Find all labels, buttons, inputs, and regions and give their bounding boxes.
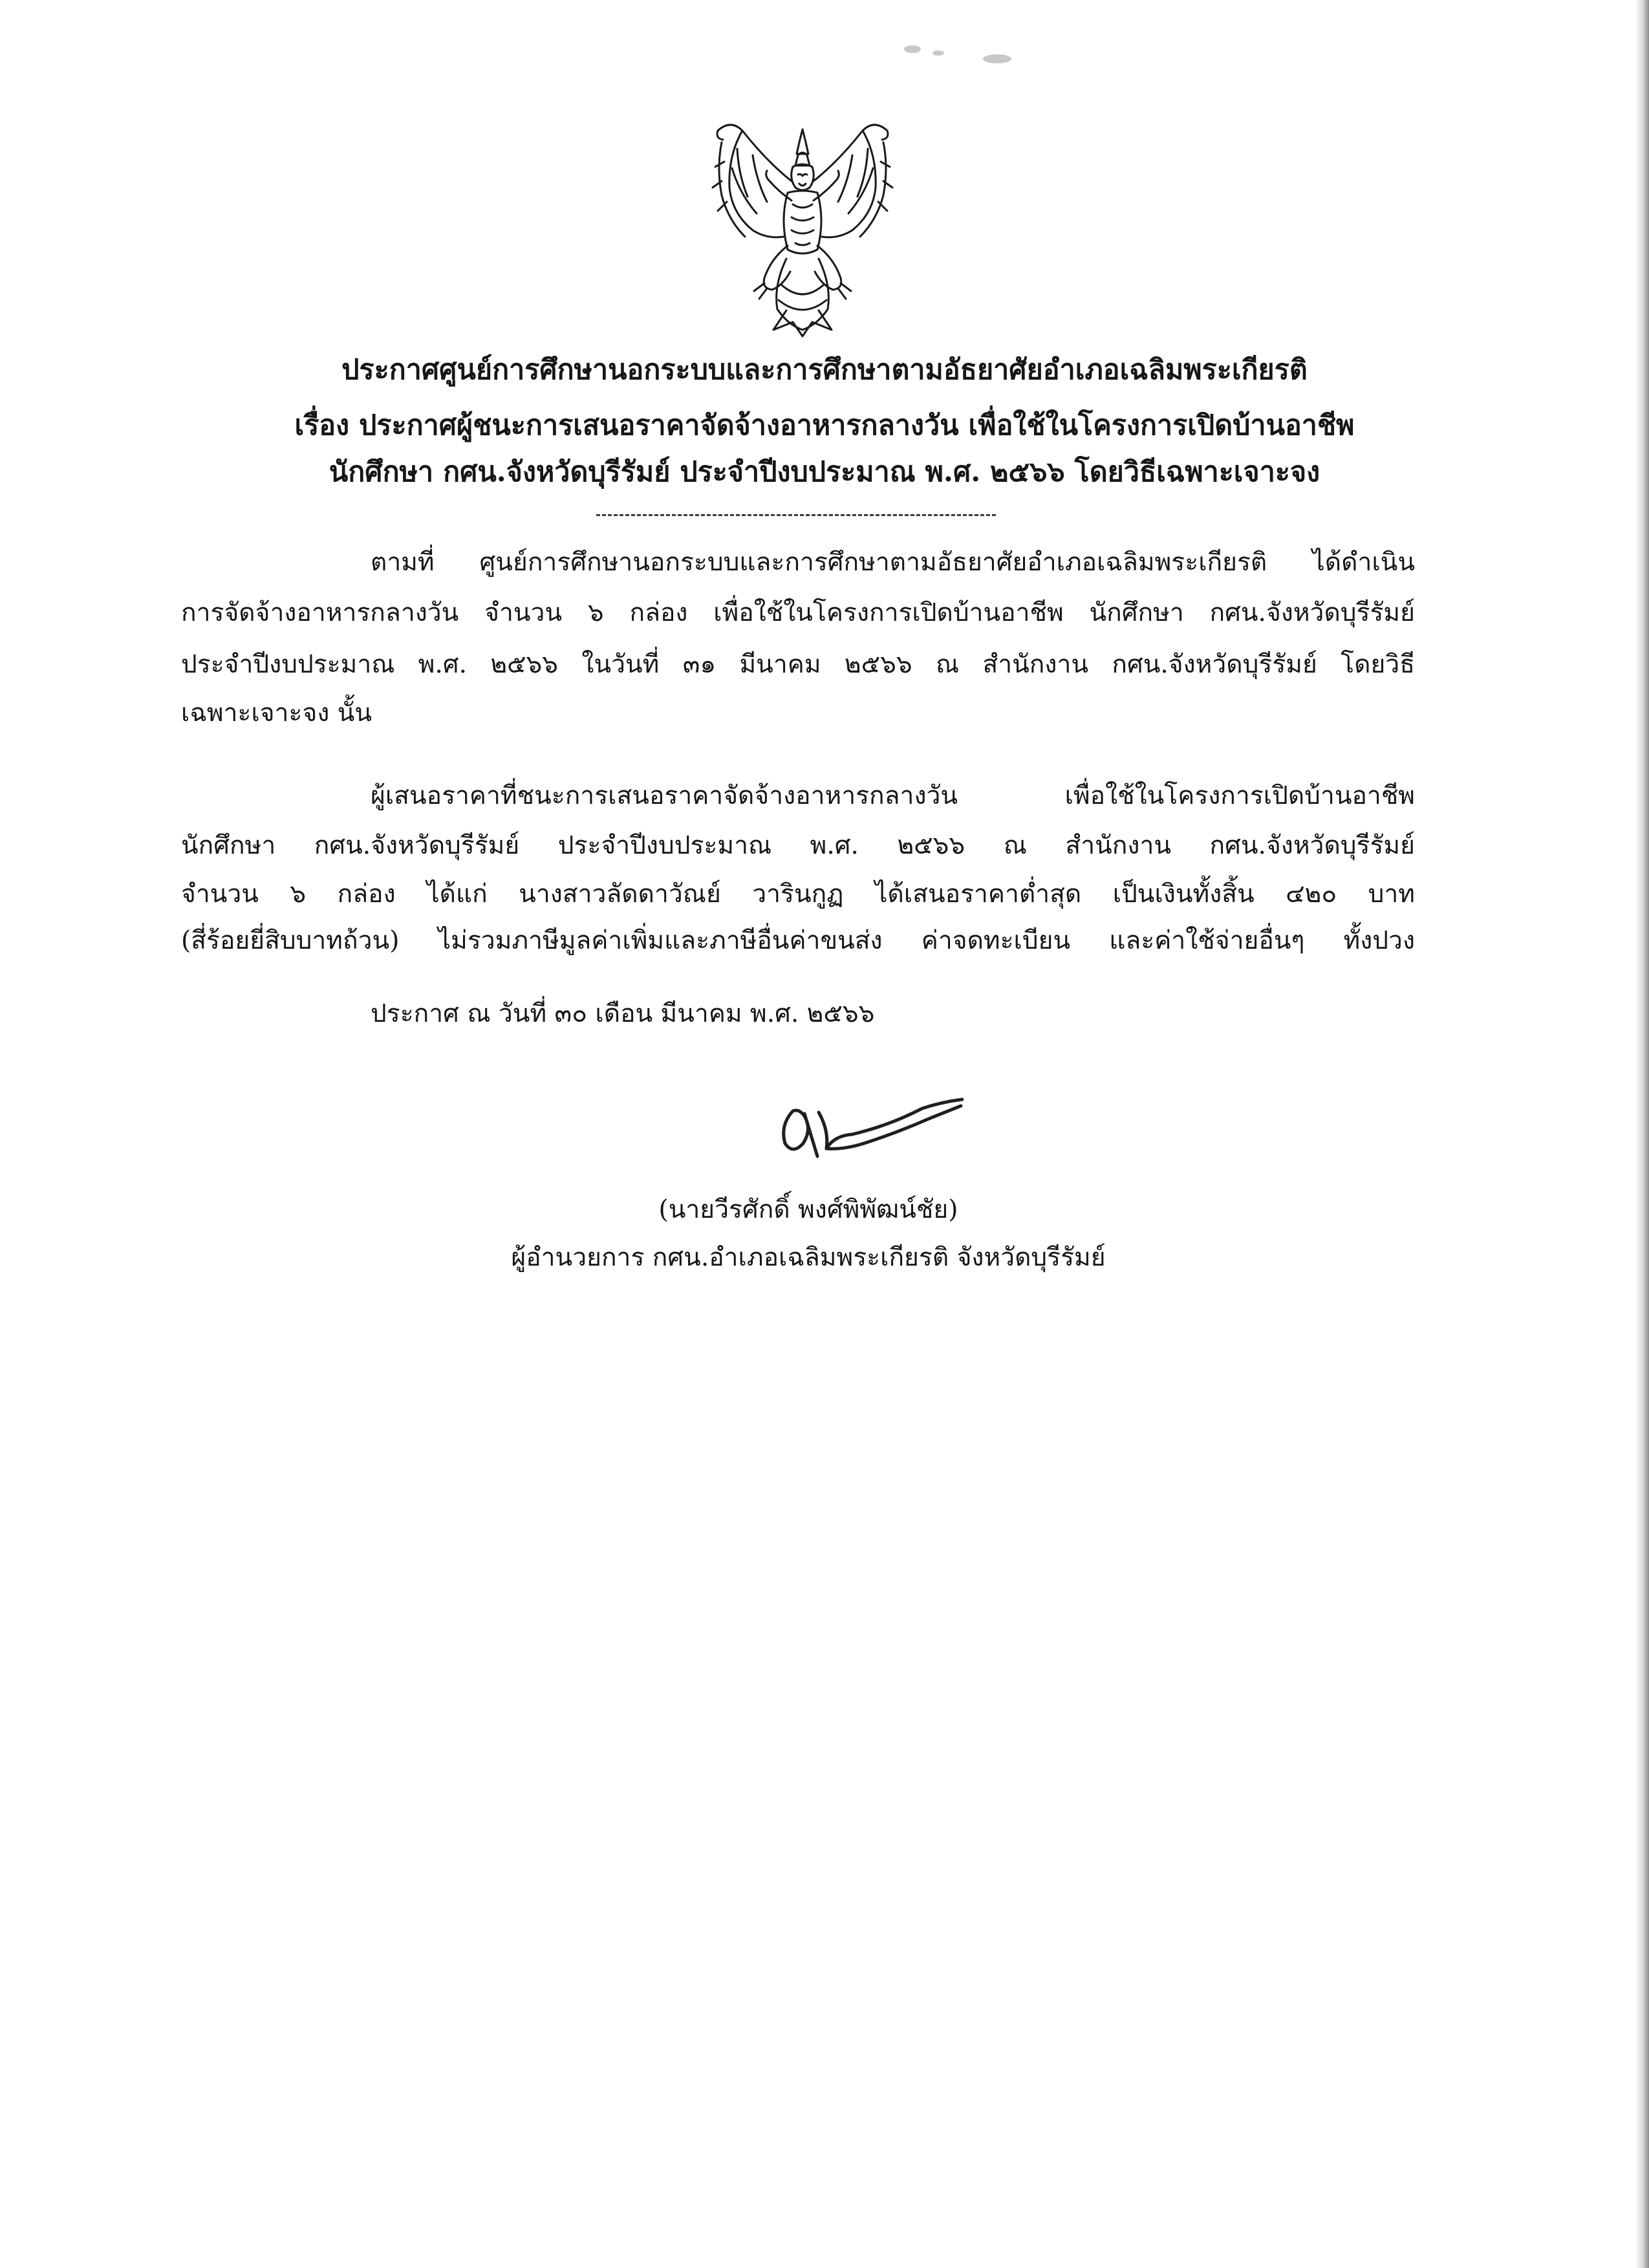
garuda-emblem [702,116,903,343]
subject-title-line: เรื่อง ประกาศผู้ชนะการเสนอราคาจัดจ้างอาหารกลางวัน เพื่อใช้ในโครงการเปิดบ้านอาชีพ [294,409,1355,442]
signer-position: ผู้อำนวยการ กศน.อำเภอเฉลิมพระเกียรติ จังหวัดบุรีรัมย์ [511,1243,1106,1272]
scan-speck [904,45,921,53]
scan-border [1635,0,1649,2268]
announcement-title-line: ประกาศศูนย์การศึกษานอกระบบและการศึกษาตามอัธยาศัยอำเภอเฉลิมพระเกียรติ [341,354,1308,386]
paragraph-1-line: ประจำปีงบประมาณ พ.ศ. ๒๕๖๖ ในวันที่ ๓๑ มีนาคม ๒๕๖๖ ณ สำนักงาน กศน.จังหวัดบุรีรัมย์ โดยวิธี [181,650,1415,679]
title-divider [596,514,996,516]
announcement-date: ประกาศ ณ วันที่ ๓๐ เดือน มีนาคม พ.ศ. ๒๕๖๖ [371,999,875,1028]
paragraph-1-line: การจัดจ้างอาหารกลางวัน จำนวน ๖ กล่อง เพื่อใช้ในโครงการเปิดบ้านอาชีพ นักศึกษา กศน.จังหวัดบุรีรัมย์ [181,598,1415,627]
scan-speck [983,54,1011,63]
handwritten-signature [767,1080,974,1164]
scan-speck [932,50,944,56]
paragraph-1-line: เฉพาะเจาะจง นั้น [181,698,372,728]
paragraph-2-line: ผู้เสนอราคาที่ชนะการเสนอราคาจัดจ้างอาหารกลางวัน เพื่อใช้ในโครงการเปิดบ้านอาชีพ [371,781,1415,810]
signer-name: (นายวีรศักดิ์ พงศ์พิพัฒน์ชัย) [658,1195,958,1224]
paragraph-1-line: ตามที่ ศูนย์การศึกษานอกระบบและการศึกษาตามอัธยาศัยอำเภอเฉลิมพระเกียรติ ได้ดำเนิน [371,548,1415,577]
paragraph-2-line: (สี่ร้อยยี่สิบบาทถ้วน) ไม่รวมภาษีมูลค่าเพิ่มและภาษีอื่นค่าขนส่ง ค่าจดทะเบียน และค่าใช้จ่ายอื่นๆ ทั้งปวง [181,926,1415,955]
paragraph-2-line: จำนวน ๖ กล่อง ได้แก่ นางสาวลัดดาวัณย์ วารินกูฏ ได้เสนอราคาต่ำสุด เป็นเงินทั้งสิ้น ๔๒๐ บาท [181,880,1415,909]
subject-title-line: นักศึกษา กศน.จังหวัดบุรีรัมย์ ประจำปีงบประมาณ พ.ศ. ๒๕๖๖ โดยวิธีเฉพาะเจาะจง [329,456,1320,488]
paragraph-2-line: นักศึกษา กศน.จังหวัดบุรีรัมย์ ประจำปีงบประมาณ พ.ศ. ๒๕๖๖ ณ สำนักงาน กศน.จังหวัดบุรีรัมย์ [181,831,1415,860]
